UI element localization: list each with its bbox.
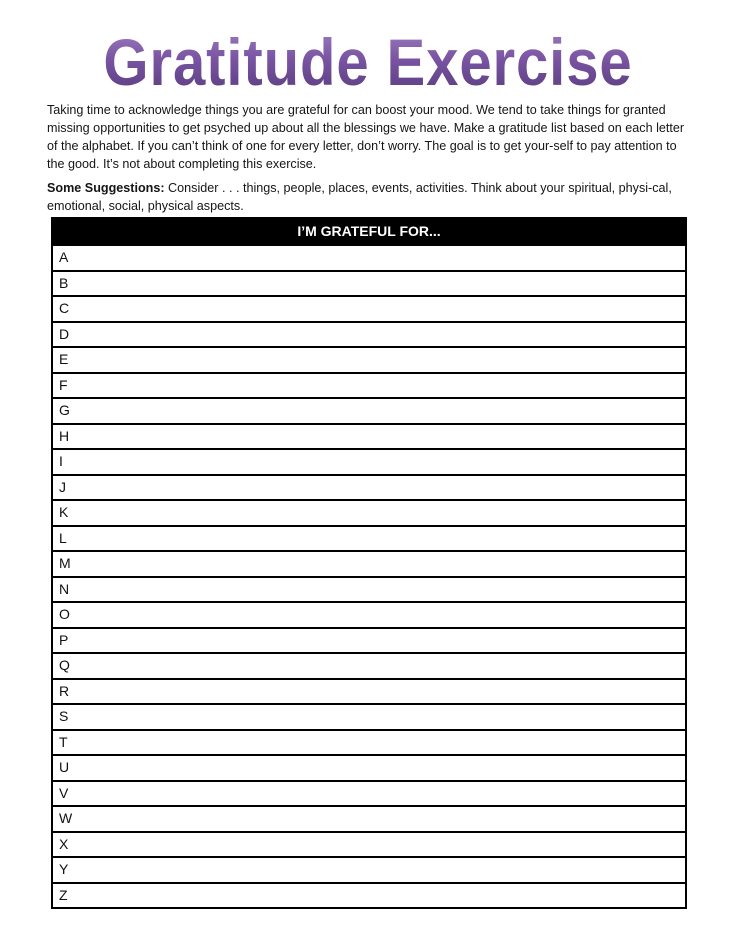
row-letter: P	[59, 631, 69, 648]
table-row[interactable]	[53, 652, 685, 678]
intro-paragraph: Taking time to acknowledge things you are grateful for can boost your mood. We tend to take things for granted missing opportunities to get psyched up about all the blessings we have. Make a gratitude list based on each letter of the alphabet. If you can’t think of one for every letter, don’t worry. The goal is to get your-self to pay attention to the good. It’s not about completing this exercise.	[47, 103, 685, 171]
row-letter: B	[59, 274, 69, 291]
row-letter: O	[59, 606, 70, 622]
table-row[interactable]	[53, 576, 685, 602]
page-title: Gratitude Exercise	[44, 22, 692, 102]
row-letter: J	[59, 478, 66, 495]
row-letter: T	[59, 733, 68, 750]
row-letter: E	[59, 351, 69, 367]
table-row[interactable]	[53, 882, 685, 908]
gratitude-table	[51, 217, 687, 909]
table-header: I’M GRATEFUL FOR...	[53, 219, 685, 244]
row-letter: U	[59, 759, 70, 775]
table-row[interactable]	[53, 321, 685, 347]
row-letter: C	[59, 300, 70, 316]
row-letter: H	[59, 427, 70, 444]
row-letter: K	[59, 504, 69, 520]
row-letter: D	[59, 325, 70, 342]
row-letter: R	[59, 682, 70, 699]
row-letter: S	[59, 708, 69, 724]
table-row[interactable]	[53, 550, 685, 576]
suggestions-label: Some Suggestions:	[47, 181, 165, 195]
table-row[interactable]	[53, 831, 685, 857]
row-letter: W	[59, 810, 73, 826]
table-row[interactable]	[53, 729, 685, 755]
row-letter: F	[59, 376, 68, 393]
table-row[interactable]	[53, 856, 685, 882]
table-row[interactable]	[53, 703, 685, 729]
table-row[interactable]	[53, 678, 685, 704]
table-row[interactable]	[53, 474, 685, 500]
row-letter: Z	[59, 886, 68, 903]
table-row[interactable]	[53, 423, 685, 449]
row-letter: A	[59, 249, 69, 265]
row-letter: X	[59, 835, 69, 852]
table-row[interactable]	[53, 244, 685, 270]
table-row[interactable]	[53, 780, 685, 806]
table-row[interactable]	[53, 754, 685, 780]
row-letter: Q	[59, 657, 70, 673]
table-row[interactable]	[53, 525, 685, 551]
table-body	[53, 244, 685, 907]
table-row[interactable]	[53, 372, 685, 398]
table-row[interactable]	[53, 499, 685, 525]
table-row[interactable]	[53, 346, 685, 372]
table-row[interactable]	[53, 627, 685, 653]
table-row[interactable]	[53, 295, 685, 321]
row-letter: L	[59, 529, 67, 546]
row-letter: V	[59, 784, 69, 801]
row-letter: I	[59, 453, 63, 469]
table-row[interactable]	[53, 601, 685, 627]
table-row[interactable]	[53, 270, 685, 296]
row-letter: Y	[59, 861, 69, 877]
row-letter: N	[59, 580, 70, 597]
table-row[interactable]	[53, 448, 685, 474]
suggestions-paragraph	[47, 179, 689, 215]
suggestions-text: Consider . . . things, people, places, events, activities. Think about your spiritual, physi-cal, emotional, social, physical aspects.	[47, 181, 672, 213]
table-row[interactable]	[53, 805, 685, 831]
row-letter: M	[59, 555, 71, 571]
table-row[interactable]	[53, 397, 685, 423]
row-letter: G	[59, 402, 70, 418]
